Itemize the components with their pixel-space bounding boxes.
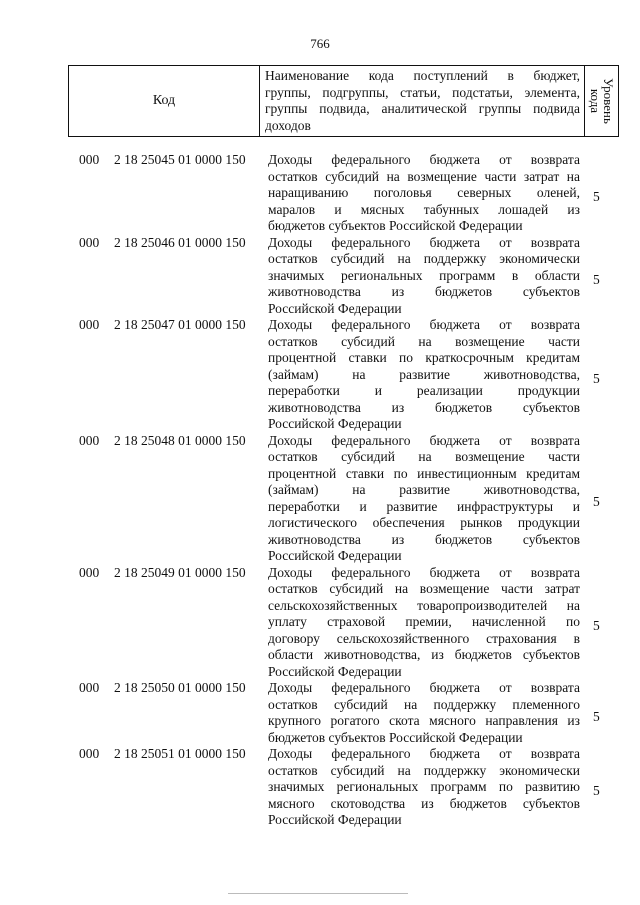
revenue-description (268, 565, 580, 681)
description-line: договору сельскохозяйственного страхования в (268, 630, 580, 646)
scan-edge-line (228, 893, 408, 894)
description-line: Российской Федерации (268, 548, 402, 563)
revenue-description (268, 152, 580, 235)
revenue-code: 2 18 25047 01 0000 150 (114, 317, 246, 332)
admin-code: 000 (79, 234, 100, 250)
description-line: животноводства из бюджетов субъектов (268, 399, 580, 415)
revenue-code: 2 18 25046 01 0000 150 (114, 234, 246, 250)
description-line: Российской Федерации (268, 812, 402, 827)
table-row (0, 235, 640, 318)
revenue-code: 2 18 25048 01 0000 150 (114, 432, 246, 448)
description-line: процентной ставки по краткосрочным кредитам (268, 350, 580, 365)
description-line: (займам) на развитие животноводства, (268, 366, 580, 382)
header-name-line: группы, подгруппы, статьи, подстатьи, элемента, (265, 84, 580, 100)
admin-code: 000 (79, 746, 100, 761)
revenue-description (268, 746, 580, 829)
table-header (68, 65, 619, 137)
code-level: 5 (593, 783, 600, 798)
header-name-cell (260, 66, 585, 137)
header-name-line: доходов (265, 117, 311, 133)
description-line: остатков субсидий на возмещение части затрат на (268, 168, 580, 184)
description-line: Доходы федерального бюджета от возврата (268, 564, 580, 580)
header-level-line: кода (587, 88, 603, 114)
page-number: 766 (310, 36, 330, 51)
revenue-code: 2 18 25045 01 0000 150 (114, 152, 246, 167)
description-line: Доходы федерального бюджета от возврата (268, 234, 580, 250)
table-row (0, 565, 640, 681)
description-line: маралов и мясных табунных лошадей из (268, 201, 580, 217)
table-row (0, 746, 640, 829)
admin-code: 000 (79, 152, 100, 167)
description-line: переработки и развитие инфраструктуры и (268, 498, 580, 514)
description-line: крупного рогатого скота мясного направления из (268, 713, 580, 728)
table-row (0, 152, 640, 235)
description-line: остатков субсидий на поддержку экономически (268, 762, 580, 778)
code-level: 5 (593, 618, 600, 633)
revenue-description (268, 680, 580, 746)
description-line: переработки и реализации продукции (268, 383, 580, 398)
header-name-line: группы подвида, аналитической группы подвида (265, 101, 580, 116)
header-code-cell (69, 66, 260, 137)
code-level: 5 (593, 189, 600, 204)
description-line: Российской Федерации (268, 416, 402, 431)
description-line: наращиванию поголовья северных оленей, (268, 185, 580, 200)
description-line: уплату страховой премии, начисленной по (268, 614, 580, 629)
description-line: остатков субсидий на возмещение части затрат (268, 581, 580, 596)
description-line: Доходы федерального бюджета от возврата (268, 317, 580, 332)
table-body (0, 152, 640, 829)
table-row (0, 680, 640, 746)
description-line: животноводства из бюджетов субъектов (268, 531, 580, 547)
description-line: Доходы федерального бюджета от возврата (268, 680, 580, 695)
table-row (0, 317, 640, 433)
description-line: сельскохозяйственных товаропроизводителей на (268, 597, 580, 613)
description-line: остатков субсидий на возмещение части (268, 333, 580, 349)
revenue-code: 2 18 25051 01 0000 150 (114, 746, 246, 761)
revenue-code: 2 18 25049 01 0000 150 (114, 564, 246, 580)
header-name-line: Наименование кода поступлений в бюджет, (265, 68, 580, 83)
description-line: значимых региональных программ в области (268, 267, 580, 283)
revenue-description (268, 317, 580, 433)
description-line: остатков субсидий на поддержку племенного (268, 696, 580, 712)
revenue-description (268, 235, 580, 318)
revenue-description (268, 433, 580, 565)
header-code-label: Код (152, 93, 176, 108)
description-line: Доходы федерального бюджета от возврата (268, 152, 580, 167)
table-row (0, 433, 640, 565)
description-line: Доходы федерального бюджета от возврата (268, 432, 580, 448)
code-level: 5 (593, 370, 600, 386)
admin-code: 000 (79, 680, 100, 695)
description-line: процентной ставки по инвестиционным кредитам (268, 465, 580, 481)
description-line: остатков субсидий на поддержку экономически (268, 251, 580, 266)
admin-code: 000 (79, 564, 100, 580)
description-line: области животноводства, из бюджетов субъектов (268, 647, 580, 662)
header-level-line: Уровень (600, 78, 616, 124)
description-line: значимых региональных программ по развитию (268, 779, 580, 794)
code-level: 5 (593, 271, 600, 287)
description-line: (займам) на развитие животноводства, (268, 482, 580, 497)
description-line: бюджетов субъектов Российской Федерации (268, 729, 523, 745)
admin-code: 000 (79, 317, 100, 332)
description-line: остатков субсидий на возмещение части (268, 449, 580, 464)
description-line: Российской Федерации (268, 663, 402, 679)
revenue-code: 2 18 25050 01 0000 150 (114, 680, 246, 695)
header-level-label (589, 78, 615, 124)
description-line: мясного скотоводства из бюджетов субъектов (268, 795, 580, 811)
description-line: животноводства из бюджетов субъектов (268, 284, 580, 299)
code-level: 5 (593, 494, 600, 510)
code-level: 5 (593, 708, 600, 724)
header-level-cell (585, 66, 619, 137)
description-line: бюджетов субъектов Российской Федерации (268, 218, 523, 233)
description-line: логистического обеспечения рынков продукции (268, 515, 580, 530)
description-line: Доходы федерального бюджета от возврата (268, 746, 580, 761)
description-line: Российской Федерации (268, 300, 402, 316)
admin-code: 000 (79, 432, 100, 448)
